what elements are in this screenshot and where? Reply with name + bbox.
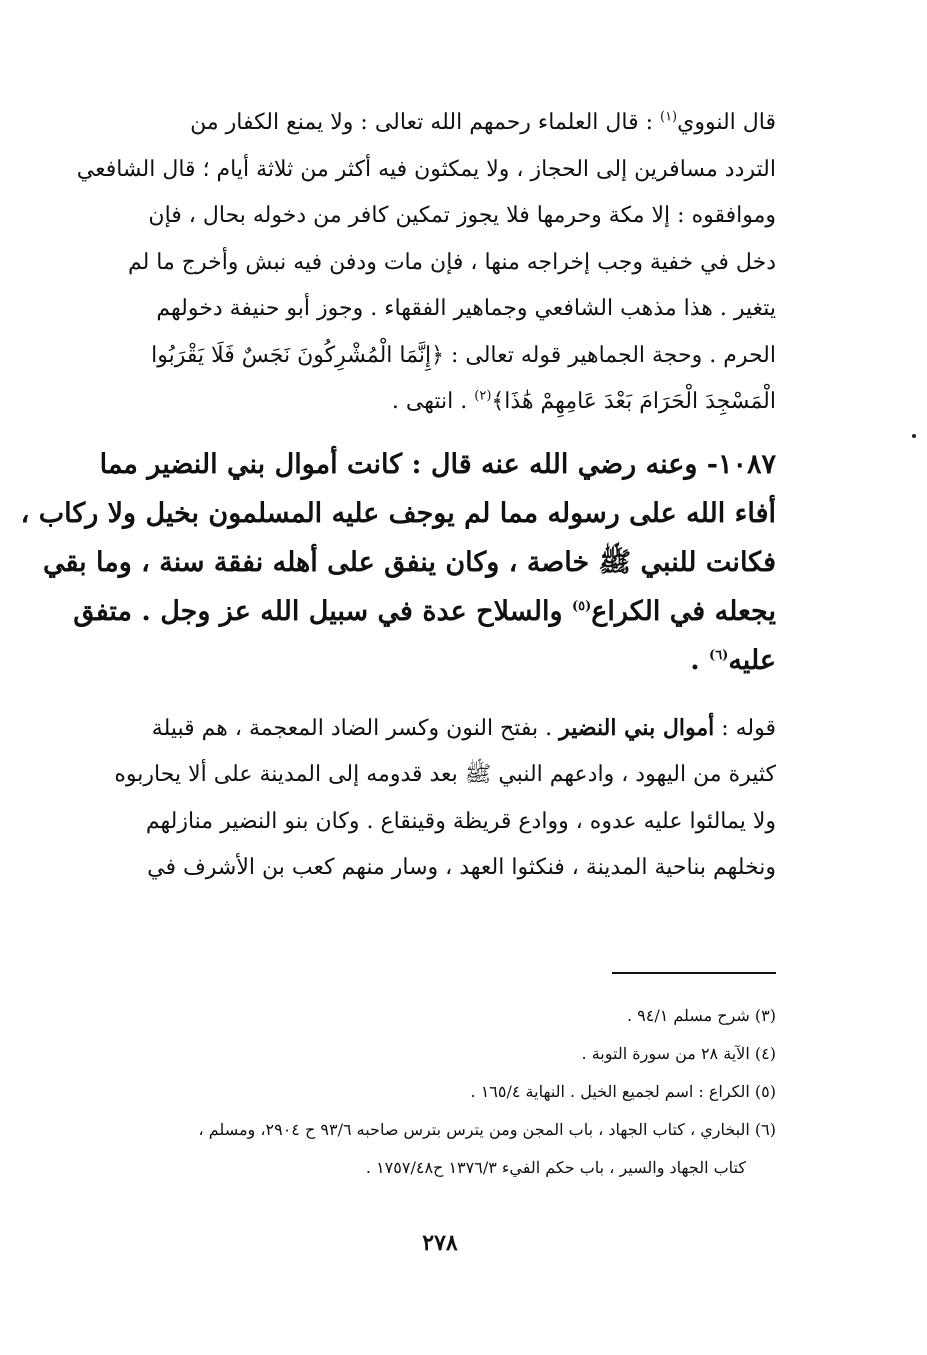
- text-line: الحرم . وحجة الجماهير قوله تعالى : ﴿إِنَّمَا الْمُشْرِكُونَ نَجَسٌ فَلَا يَقْرَبُوا: [151, 342, 776, 368]
- footnote: (٦) البخاري ، كتاب الجهاد ، باب المجن ومن يترس بترس صاحبه ٩٣/٦ ح ٢٩٠٤، ومسلم ،: [198, 1120, 776, 1139]
- text-line: أفاء الله على رسوله مما لم يوجف عليه المسلمون بخيل ولا ركاب ،: [20, 497, 776, 529]
- text-line: دخل في خفية وجب إخراجه منها ، فإن مات ودفن فيه نبش وأخرج ما لم: [127, 249, 776, 275]
- text-line: قوله : أموال بني النضير . بفتح النون وكسر الضاد المعجمة ، هم قبيلة: [151, 714, 776, 741]
- page-number: ٢٧٨: [422, 1230, 458, 1256]
- footnotes: [104, 997, 776, 1187]
- footnote-separator: [612, 972, 776, 974]
- text-line: الْمَسْجِدَ الْحَرَامَ بَعْدَ عَامِهِمْ هَٰذَا﴾$^{(٢)}$ . انتهى .: [391, 388, 776, 414]
- footnote-ref[interactable]: (٦): [709, 647, 729, 663]
- footnote: (٥) الكراع : اسم لجميع الخيل . النهاية ١٦٥/٤ .: [470, 1082, 776, 1101]
- footnote-continuation: كتاب الجهاد والسير ، باب حكم الفيء ١٣٧٦/٣ ح١٧٥٧/٤٨ .: [365, 1158, 746, 1177]
- page: [20, 92, 776, 1352]
- footnote: (٤) الآية ٢٨ من سورة التوبة .: [581, 1044, 776, 1063]
- margin-dot: [912, 434, 916, 438]
- bold-term: أموال بني النضير: [559, 714, 715, 741]
- text-line: عليه$^{(٦)}$ .: [690, 644, 776, 676]
- text-line: وموافقوه : إلا مكة وحرمها فلا يجوز تمكين كافر من دخوله بحال ، فإن: [148, 203, 776, 228]
- text-line: ونخلهم بناحية المدينة ، فنكثوا العهد ، وسار منهم كعب بن الأشرف في: [147, 855, 776, 880]
- paragraph-nawawi-quote: [76, 92, 776, 426]
- quran-verse: الْمَسْجِدَ الْحَرَامَ بَعْدَ عَامِهِمْ هَٰذَا﴾: [491, 389, 776, 414]
- text-line: ولا يمالئوا عليه عدوه ، ووادع قريظة وقينقاع . وكان بنو النضير منازلهم: [145, 808, 776, 834]
- text-line: قال النووي$^{(١)}$ : قال العلماء رحمهم الله تعالى : ولا يمنع الكفار من: [190, 109, 776, 135]
- text-line: يجعله في الكراع$^{(٥)}$ والسلاح عدة في سبيل الله عز وجل . متفق: [73, 595, 776, 627]
- text-line: يتغير . هذا مذهب الشافعي وجماهير الفقهاء . وجوز أبو حنيفة دخولهم: [156, 296, 776, 321]
- hadith-1087: [20, 440, 776, 685]
- footnote-ref[interactable]: (٢): [474, 388, 492, 404]
- text-line: فكانت للنبي ﷺ خاصة ، وكان ينفق على أهله نفقة سنة ، وما بقي: [42, 546, 776, 578]
- footnote-ref[interactable]: (١): [659, 109, 678, 125]
- commentary-paragraph: [104, 705, 776, 892]
- text-line: كثيرة من اليهود ، وادعهم النبي ﷺ بعد قدومه إلى المدينة على ألا يحاربوه: [114, 762, 776, 787]
- text-line: ١٠٨٧- وعنه رضي الله عنه قال : كانت أموال بني النضير مما: [99, 448, 776, 480]
- footnote-ref[interactable]: (٥): [571, 598, 592, 614]
- text-line: التردد مسافرين إلى الحجاز ، ولا يمكثون فيه أكثر من ثلاثة أيام ؛ قال الشافعي: [76, 156, 776, 182]
- footnote: (٣) شرح مسلم ٩٤/١ .: [626, 1006, 776, 1025]
